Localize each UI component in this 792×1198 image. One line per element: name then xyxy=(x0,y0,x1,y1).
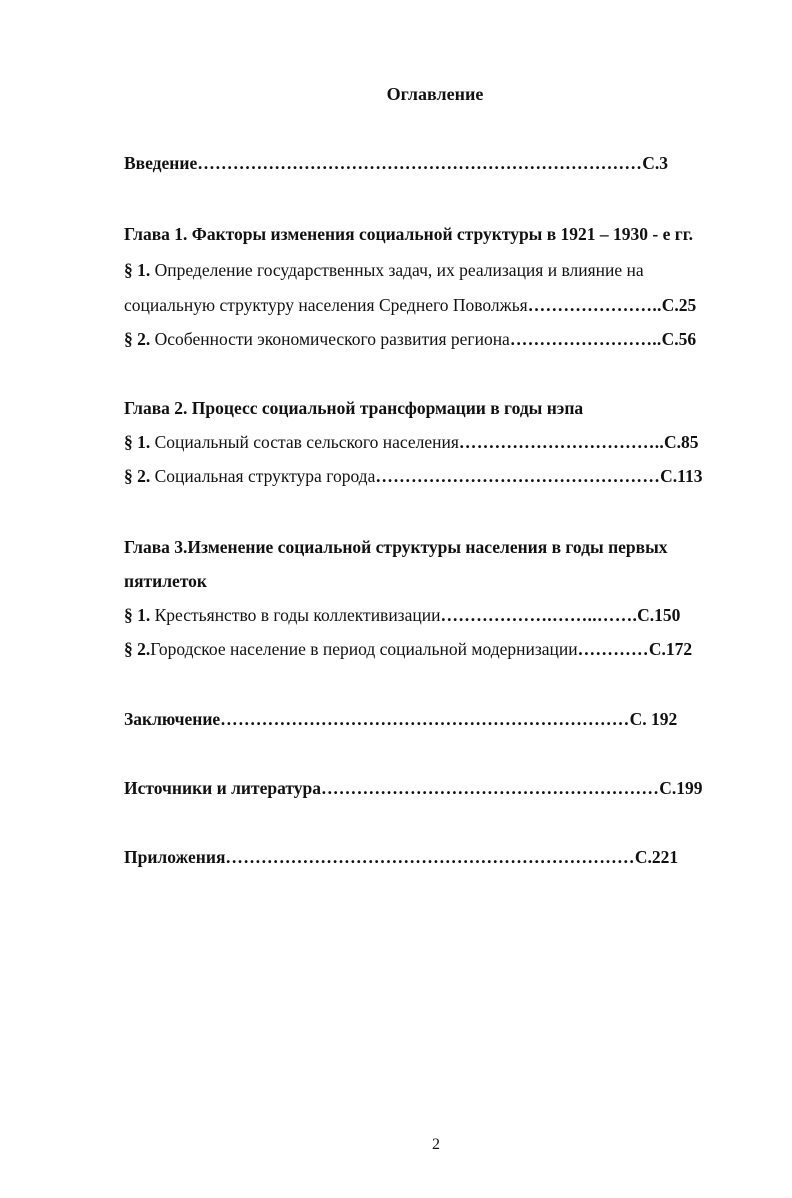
toc-entry-label: Приложения xyxy=(124,847,226,867)
toc-page-ref: С.113 xyxy=(660,466,703,486)
chapter-3-title: Глава 3.Изменение социальной структуры населения в годы первых xyxy=(124,537,668,557)
toc-entry-label: Введение xyxy=(124,153,198,173)
toc-entry-label: Социальный состав сельского населения xyxy=(150,432,459,452)
toc-entry-label: Крестьянство в годы коллективизации xyxy=(150,605,441,625)
toc-entry-ch1-sec1 xyxy=(124,259,644,281)
section-number: § 1. xyxy=(124,432,151,452)
section-number: § 2. xyxy=(124,466,151,486)
toc-entry-label: социальную структуру населения Среднего Поволжья xyxy=(124,295,528,315)
toc-page-ref: С. 192 xyxy=(629,709,678,729)
toc-entry-ch2-sec1 xyxy=(124,431,699,453)
toc-entry-appendix xyxy=(124,846,678,868)
toc-entry-intro xyxy=(124,152,668,174)
toc-leader-dots: ………………………………………… xyxy=(375,466,661,486)
toc-entry-ch1-sec2 xyxy=(124,328,696,350)
toc-page-ref: С.56 xyxy=(661,329,697,349)
toc-entry-conclusion xyxy=(124,708,677,730)
toc-leader-dots: ………… xyxy=(577,639,649,659)
toc-leader-dots: …………………….. xyxy=(509,329,662,349)
toc-entry-ch1-sec1-cont xyxy=(124,294,696,316)
chapter-1-title: Глава 1. Факторы изменения социальной структуры в 1921 – 1930 - е гг. xyxy=(124,224,694,244)
toc-leader-dots: ………………………………………………… xyxy=(320,778,660,798)
toc-entry-ch3-sec1 xyxy=(124,604,680,626)
toc-page-ref: С.25 xyxy=(661,295,697,315)
toc-leader-dots: …………………………….. xyxy=(458,432,665,452)
toc-entry-ch2-sec2 xyxy=(124,465,702,487)
toc-entry-label: Особенности экономического развития региона xyxy=(150,329,510,349)
section-number: § 1. xyxy=(124,605,151,625)
section-number: § 1. xyxy=(124,260,151,280)
toc-entry-label: Источники и литература xyxy=(124,778,321,798)
chapter-3-title-cont: пятилеток xyxy=(124,571,208,591)
toc-leader-dots: ………………………………………………………………… xyxy=(197,153,643,173)
chapter-2-title: Глава 2. Процесс социальной трансформации в годы нэпа xyxy=(124,398,584,418)
section-number: § 2. xyxy=(124,329,151,349)
toc-entry-label: Заключение xyxy=(124,709,221,729)
toc-page-ref: С.199 xyxy=(659,778,703,798)
section-number: § 2. xyxy=(124,639,151,659)
page-title: Оглавление xyxy=(386,84,484,104)
toc-page-ref: С.3 xyxy=(642,153,668,173)
toc-leader-dots: …………………………………………………………… xyxy=(220,709,630,729)
toc-entry-label: Определение государственных задач, их реализация и влияние на xyxy=(150,260,644,280)
toc-entry-label: Социальная структура города xyxy=(150,466,376,486)
toc-page-ref: С.85 xyxy=(664,432,699,452)
toc-entry-ch3-sec2 xyxy=(124,638,692,660)
toc-leader-dots: ……………….……..……. xyxy=(440,605,638,625)
toc-entry-sources xyxy=(124,777,702,799)
toc-leader-dots: …………………………………………………………… xyxy=(225,847,635,867)
toc-page-ref: С.150 xyxy=(637,605,681,625)
toc-leader-dots: ………………….. xyxy=(527,295,662,315)
toc-entry-label: Городское население в период социальной модернизации xyxy=(150,639,578,659)
toc-page-ref: С.172 xyxy=(648,639,693,659)
page-number: 2 xyxy=(432,1136,440,1153)
toc-page-ref: С.221 xyxy=(634,847,679,867)
